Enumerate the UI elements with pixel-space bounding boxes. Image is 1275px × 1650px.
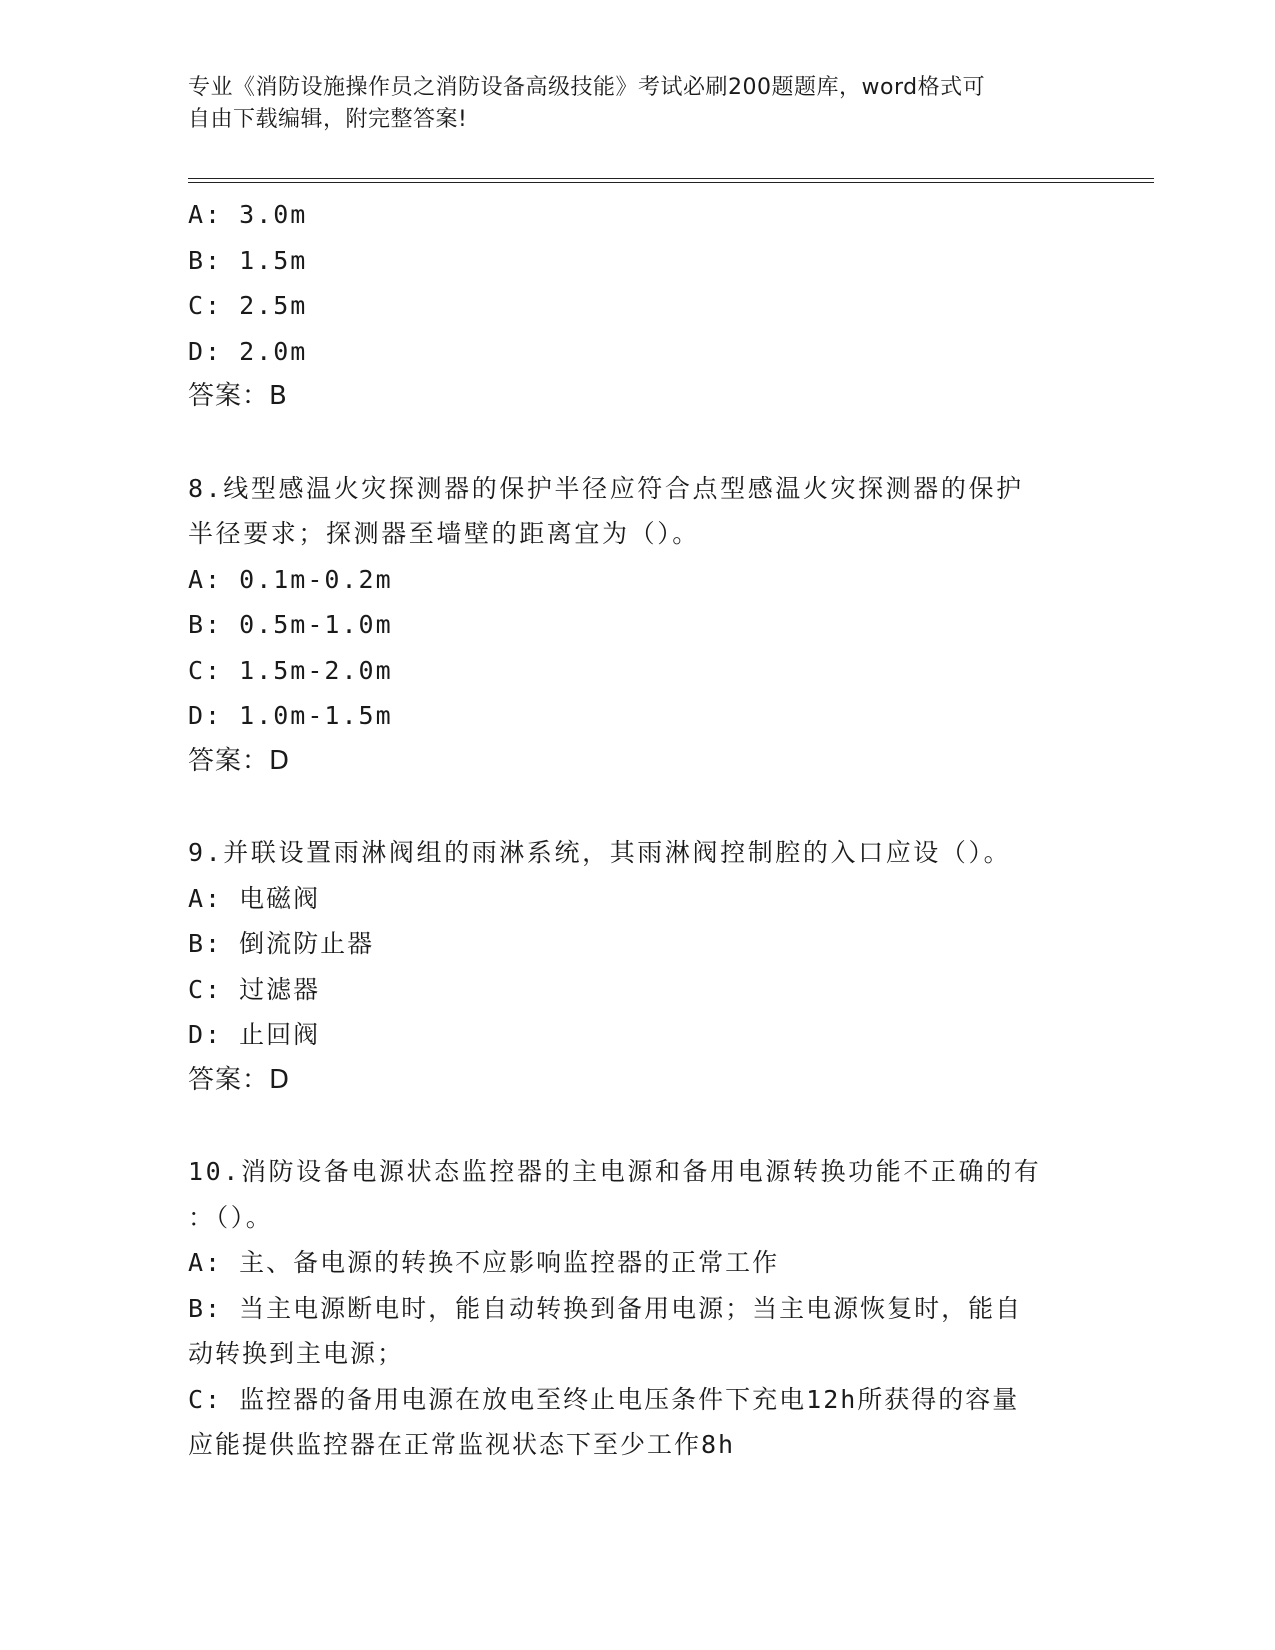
option-a: A: 电磁阀 [188, 883, 321, 913]
option-b-line-2: 动转换到主电源； [188, 1339, 405, 1368]
question-text-line-2: ：（）。 [188, 1202, 274, 1232]
option-b-line-1: B: 当主电源断电时，能自动转换到备用电源；当主电源恢复时，能自 [188, 1293, 1023, 1323]
option-c-line-2: 应能提供监控器在正常监视状态下至少工作8h [188, 1430, 736, 1459]
header-line-2: 自由下载编辑，附完整答案! [188, 107, 468, 132]
header-divider [188, 178, 1154, 183]
header-line-1: 专业《消防设施操作员之消防设备高级技能》考试必刷200题题库，word格式可 [188, 75, 986, 100]
option-a: A: 3.0m [188, 200, 308, 229]
option-c: C: 2.5m [188, 291, 308, 320]
answer: 答案：D [188, 745, 291, 776]
answer: 答案：B [188, 381, 288, 411]
question-8 [188, 466, 1088, 785]
question-text-line-2: 半径要求；探测器至墙壁的距离宜为（）。 [188, 519, 700, 548]
option-a: A: 主、备电源的转换不应影响监控器的正常工作 [188, 1248, 780, 1277]
question-text-line-1: 8.线型感温火灾探测器的保护半径应符合点型感温火灾探测器的保护 [188, 473, 1024, 503]
option-c: C: 过滤器 [188, 974, 321, 1004]
option-c-line-1: C: 监控器的备用电源在放电至终止电压条件下充电12h所获得的容量 [188, 1384, 1020, 1414]
option-d: D: 1.0m-1.5m [188, 701, 393, 730]
document-header [188, 72, 1088, 136]
option-d: D: 2.0m [188, 336, 308, 366]
option-c: C: 1.5m-2.0m [188, 655, 393, 685]
question-9 [188, 830, 1088, 1103]
question-text-line-1: 9.并联设置雨淋阀组的雨淋系统，其雨淋阀控制腔的入口应设（）。 [188, 838, 1012, 867]
option-a: A: 0.1m-0.2m [188, 564, 393, 594]
question-10 [188, 1149, 1088, 1468]
option-d: D: 止回阀 [188, 1020, 321, 1049]
question-7 [188, 192, 1088, 420]
question-list [188, 192, 1088, 1468]
option-b: B: 1.5m [188, 245, 308, 275]
question-text-line-1: 10.消防设备电源状态监控器的主电源和备用电源转换功能不正确的有 [188, 1157, 1042, 1186]
option-b: B: 倒流防止器 [188, 929, 375, 958]
answer: 答案：D [188, 1064, 291, 1095]
option-b: B: 0.5m-1.0m [188, 610, 393, 639]
